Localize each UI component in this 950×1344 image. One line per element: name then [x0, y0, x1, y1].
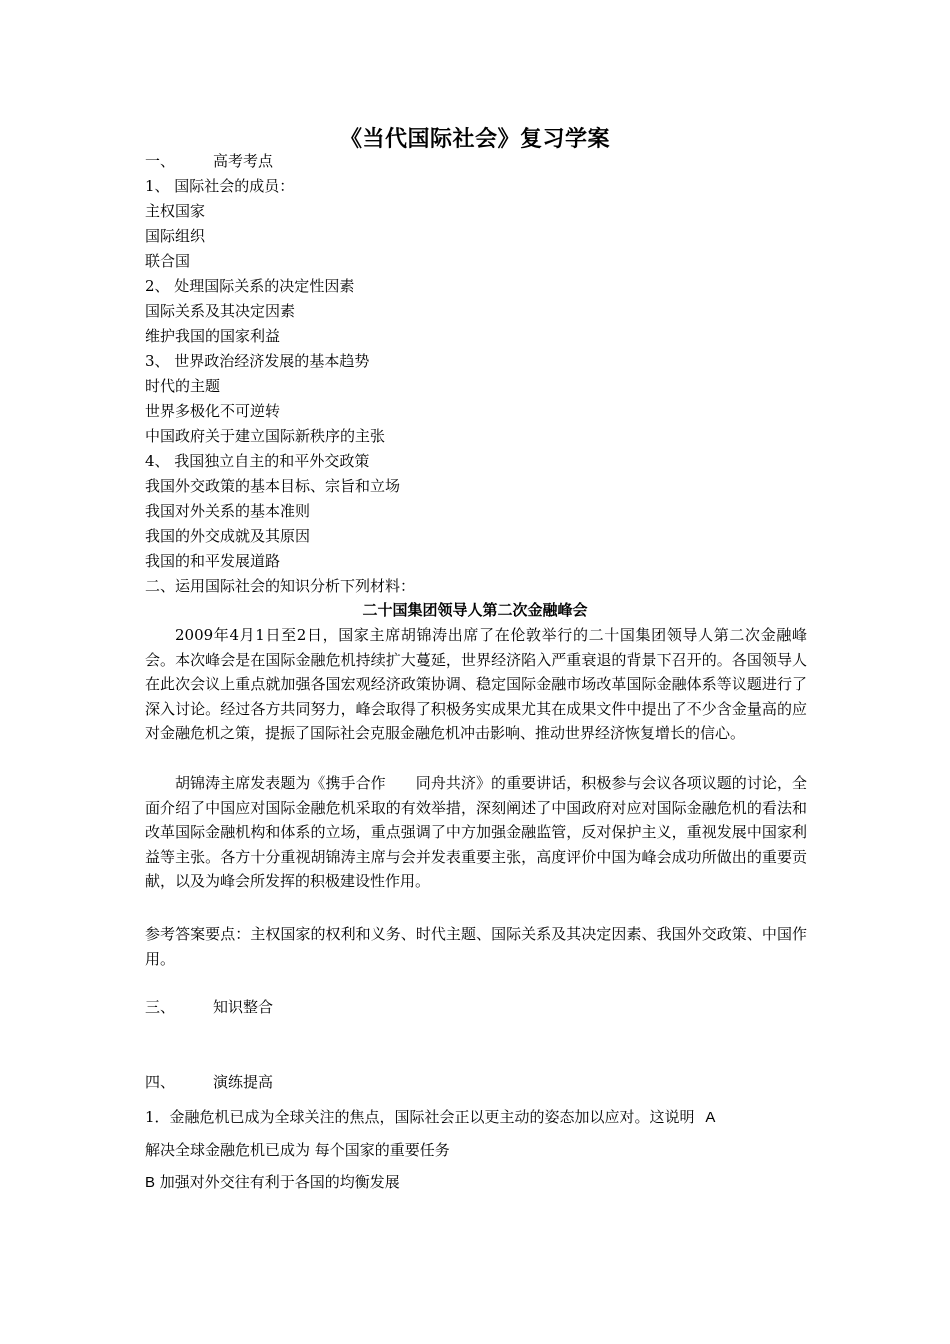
list-item: 我国的和平发展道路 [145, 552, 281, 570]
option-a-letter: A [705, 1109, 716, 1126]
section-2-heading: 二、运用国际社会的知识分析下列材料： [145, 577, 416, 595]
list-item: 1、 国际社会的成员： [145, 177, 295, 195]
option-b-letter: B [145, 1174, 156, 1191]
section-1-number: 一、 [145, 152, 176, 170]
page-title: 《当代国际社会》复习学案 [339, 126, 610, 152]
list-item: 国际组织 [145, 227, 206, 245]
list-item: 4、 我国独立自主的和平外交政策 [145, 452, 370, 470]
list-item: 世界多极化不可逆转 [145, 402, 281, 420]
list-item: 我国外交政策的基本目标、宗旨和立场 [145, 477, 401, 495]
section-3-heading [145, 997, 273, 1017]
section-3-number: 三、 [145, 998, 176, 1016]
section-4-title: 演练提高 [213, 1073, 274, 1091]
list-item: 我国对外关系的基本准则 [145, 502, 311, 520]
section-1-heading [145, 151, 273, 171]
list-item: 主权国家 [145, 202, 206, 220]
list-item: 我国的外交成就及其原因 [145, 527, 311, 545]
section-4-heading [145, 1072, 273, 1092]
option-b-text: 加强对外交往有利于各国的均衡发展 [159, 1173, 400, 1191]
material-title: 二十国集团领导人第二次金融峰会 [362, 601, 588, 619]
list-item: 2、 处理国际关系的决定性因素 [145, 277, 355, 295]
list-item: 维护我国的国家利益 [145, 327, 281, 345]
material-paragraph-2: 胡锦涛主席发表题为《携手合作 同舟共济》的重要讲话，积极参与会议各项议题的讨论，全面介绍了中国应对国际金融危机采取的有效举措，深刻阐述了中国政府对应对国际金融危机的看法和改革国际金融机构和体系的立场，重点强调了中方加强金融监管，反对保护主义，重视发展中国家利益等主张。各方十分重视胡锦涛主席与会并发表重要主张，高度评价中国为峰会成功所做出的重要贡献，以及为峰会所发挥的积极建设性作用。 [145, 774, 807, 890]
list-item: 时代的主题 [145, 377, 221, 395]
section-4-number: 四、 [145, 1073, 176, 1091]
section-1-title: 高考考点 [213, 152, 274, 170]
reference-answer: 参考答案要点：主权国家的权利和义务、时代主题、国际关系及其决定因素、我国外交政策、中国作用。 [145, 925, 807, 968]
section-3-title: 知识整合 [213, 998, 274, 1016]
list-item: 联合国 [145, 252, 191, 270]
question-1 [145, 1107, 715, 1128]
list-item: 3、 世界政治经济发展的基本趋势 [145, 352, 370, 370]
list-item: 国际关系及其决定因素 [145, 302, 296, 320]
list-item: 中国政府关于建立国际新秩序的主张 [145, 427, 386, 445]
question-1-stem: 1．金融危机已成为全球关注的焦点，国际社会正以更主动的姿态加以应对。这说明 [145, 1108, 695, 1126]
material-paragraph-1: 2009年4月1日至2日，国家主席胡锦涛出席了在伦敦举行的二十国集团领导人第二次金融峰会。本次峰会是在国际金融危机持续扩大蔓延，世界经济陷入严重衰退的背景下召开的。各国领导人在此次会议上重点就加强各国宏观经济政策协调、稳定国际金融市场改革国际金融体系等议题进行了深入讨论。经过各方共同努力，峰会取得了积极务实成果尤其在成果文件中提出了不少含金量高的应对金融危机之策，提振了国际社会克服金融危机冲击影响、推动世界经济恢复增长的信心。 [145, 626, 807, 742]
option-b [145, 1172, 400, 1193]
option-a-text: 解决全球金融危机已成为 每个国家的重要任务 [145, 1141, 450, 1159]
